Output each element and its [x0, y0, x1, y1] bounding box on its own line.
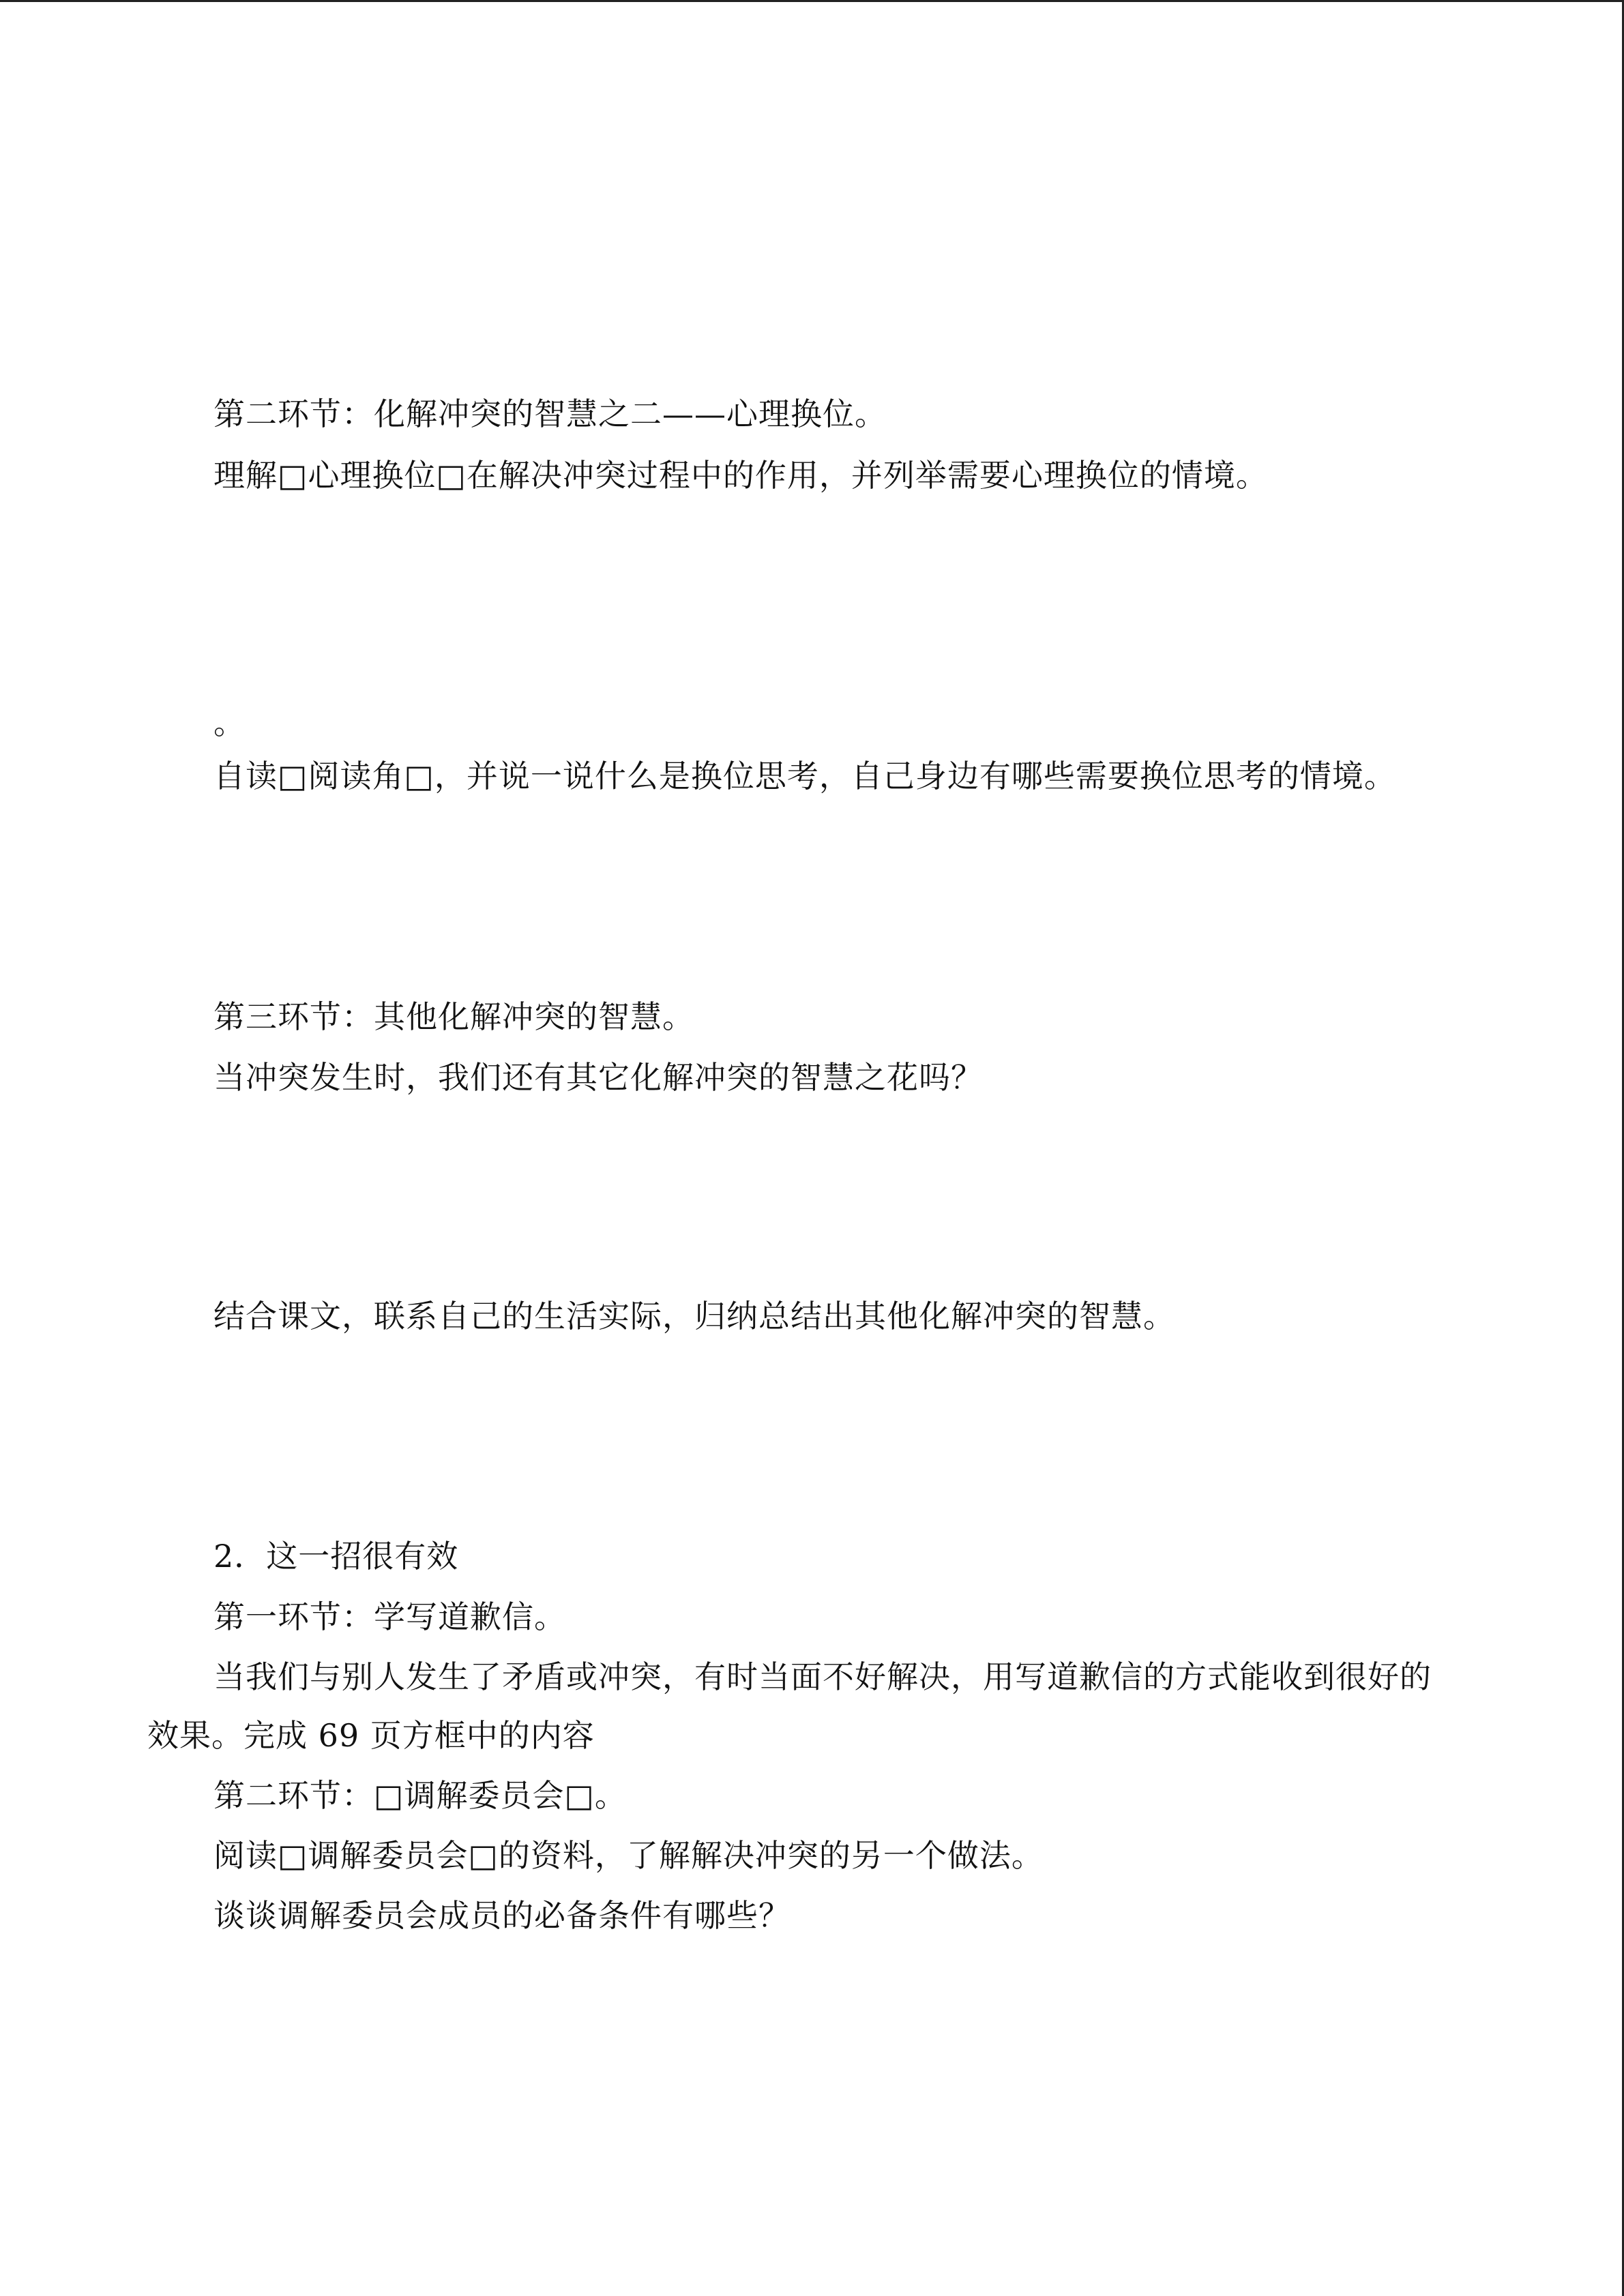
page-border-top — [0, 0, 1624, 2]
section-heading-other-wisdom: 第三环节：其他化解冲突的智慧。 — [213, 998, 694, 1035]
paragraph-other-wisdom-question: 当冲突发生时，我们还有其它化解冲突的智慧之花吗？ — [213, 1059, 983, 1096]
paragraph-period: 。 — [213, 704, 246, 741]
paragraph-mediation-requirements: 谈谈调解委员会成员的必备条件有哪些？ — [213, 1897, 791, 1934]
paragraph-apology-letter-line2: 效果。完成 69 页方框中的内容 — [147, 1717, 595, 1754]
paragraph-summarize-wisdom: 结合课文，联系自己的生活实际，归纳总结出其他化解冲突的智慧。 — [213, 1298, 1175, 1335]
paragraph-apology-letter-line1: 当我们与别人发生了矛盾或冲突，有时当面不好解决，用写道歉信的方式能收到很好的 — [213, 1658, 1432, 1695]
paragraph-understand-swap: 理解□心理换位□在解决冲突过程中的作用，并列举需要心理换位的情境。 — [213, 457, 1268, 494]
section-heading-mediation-committee: 第二环节：□调解委员会□。 — [213, 1777, 627, 1814]
paragraph-reading-corner: 自读□阅读角□，并说一说什么是换位思考，自己身边有哪些需要换位思考的情境。 — [213, 758, 1396, 794]
section-heading-effective-trick: 2．这一招很有效 — [213, 1538, 459, 1575]
paragraph-read-mediation: 阅读□调解委员会□的资料，了解解决冲突的另一个做法。 — [213, 1837, 1044, 1874]
section-heading-apology-letter: 第一环节：学写道歉信。 — [213, 1598, 566, 1635]
section-heading-psychological-swap: 第二环节：化解冲突的智慧之二——心理换位。 — [213, 396, 887, 432]
